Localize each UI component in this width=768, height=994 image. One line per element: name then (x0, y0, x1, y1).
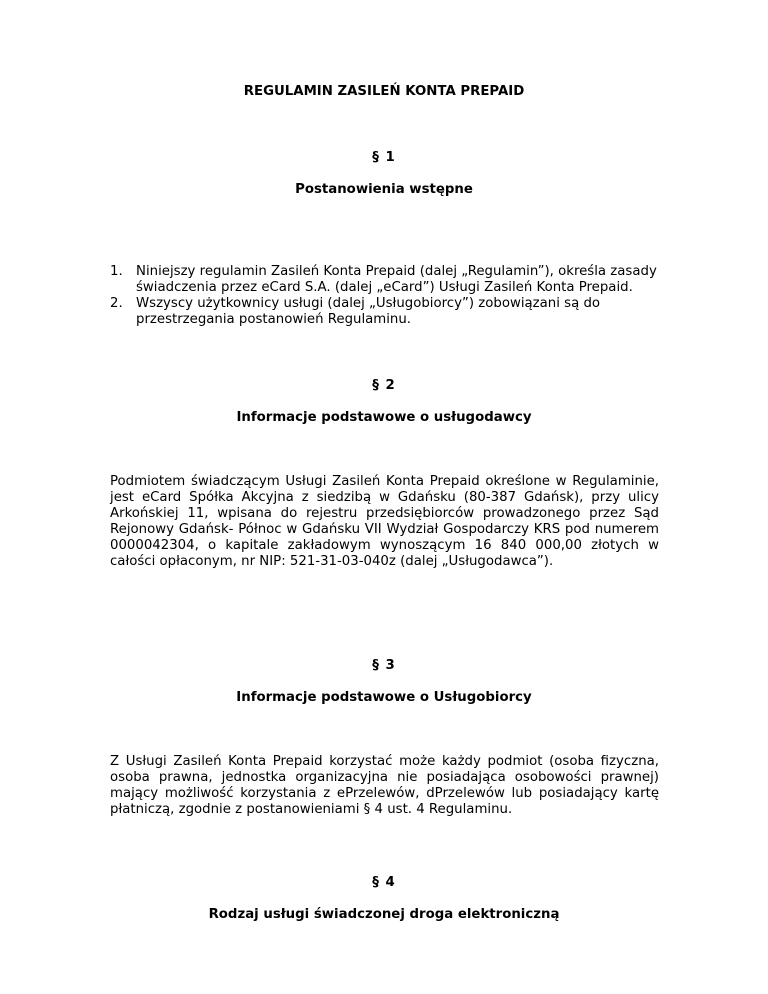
list-item-number: 1. (110, 264, 123, 279)
list-item-number: 2. (110, 296, 123, 311)
section-1-heading: Postanowienia wstępne (295, 182, 473, 197)
document-title: REGULAMIN ZASILEŃ KONTA PREPAID (243, 84, 525, 99)
section-2-number: § 2 (372, 378, 396, 393)
section-4-number: § 4 (372, 875, 396, 890)
section-2-paragraph: Podmiotem świadczącym Usługi Zasileń Konta Prepaid określone w Regulaminie, jest eCard Spółka Akcyjna z siedzibą w Gdańsku (80-387 Gdańsk), przy ulicy Arkońskiej 11, wpisana do rejestru przedsiębiorców prowadzonego przez Sąd Rejonowy Gdańsk- Północ w Gdańsku VII Wydział Gospodarczy KRS pod numerem 0000042304, o kapitale zakładowym wynoszącym 16 840 000,00 złotych w całości opłaconym, nr NIP: 521-31-03-040z (dalej „Usługodawca”). (110, 474, 659, 569)
section-3-paragraph: Z Usługi Zasileń Konta Prepaid korzystać może każdy podmiot (osoba fizyczna, osoba prawna, jednostka organizacyjna nie posiadająca osobowości prawnej) mający możliwość korzystania z ePrzelewów, dPrzelewów lub posiadający kartę płatniczą, zgodnie z postanowieniami § 4 ust. 4 Regulaminu. (110, 754, 659, 817)
section-1-list (110, 264, 670, 328)
list-item (110, 264, 670, 296)
section-4-heading: Rodzaj usługi świadczonej droga elektroniczną (208, 907, 560, 922)
section-2-heading: Informacje podstawowe o usługodawcy (236, 410, 532, 425)
section-3-heading: Informacje podstawowe o Usługobiorcy (236, 690, 532, 705)
list-item-text: Wszyscy użytkownicy usługi (dalej „Usługobiorcy”) zobowiązani są do przestrzegania postanowień Regulaminu. (136, 296, 601, 327)
section-1-number: § 1 (372, 150, 396, 165)
section-3-number: § 3 (372, 658, 396, 673)
list-item-text: Niniejszy regulamin Zasileń Konta Prepaid (dalej „Regulamin”), określa zasady świadczenia przez eCard S.A. (dalej „eCard”) Usługi Zasileń Konta Prepaid. (136, 264, 657, 295)
list-item (110, 296, 670, 328)
